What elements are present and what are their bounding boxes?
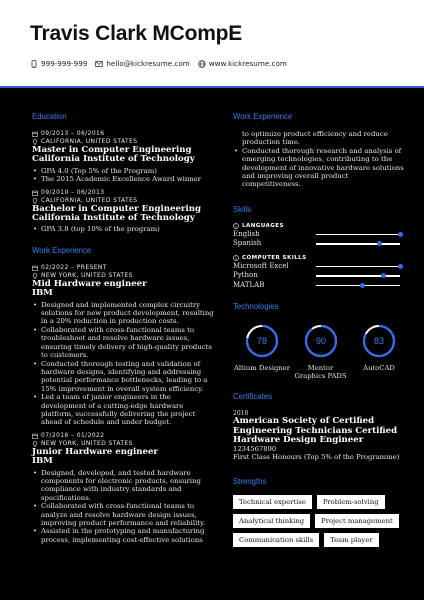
bullet-item: • GPA 3.8 (top 10% of the program): [32, 225, 217, 233]
technology-item: [292, 323, 350, 380]
bullet-list: [32, 167, 217, 184]
entry-location: CALIFORNIA, UNITED STATES: [41, 138, 138, 145]
candidate-name: Travis Clark MCompE: [30, 22, 243, 45]
technology-ring: [361, 323, 397, 359]
strength-chip: Technical expertise: [233, 495, 312, 509]
strength-chip: Communication skills: [233, 533, 319, 547]
work-experience-title: Work Experience: [32, 245, 92, 255]
technology-value: 78: [256, 336, 268, 347]
skills-title: Skills: [233, 204, 252, 214]
technology-value: 83: [373, 336, 385, 347]
website-text: www.kickresume.com: [208, 59, 287, 68]
skill-row: [233, 230, 405, 240]
left-column: [32, 112, 217, 549]
date-row: [32, 432, 217, 440]
skill-bar: [316, 285, 400, 287]
skill-bar: [316, 275, 400, 277]
right-column: [233, 112, 405, 547]
bullet-list: [233, 147, 405, 189]
skill-bar: [316, 266, 400, 268]
bullet-list: [32, 301, 217, 427]
education-title: Education: [32, 112, 67, 121]
entry-location: CALIFORNIA, UNITED STATES: [41, 196, 138, 204]
skill-group-heading-text: LANGUAGES: [242, 222, 284, 229]
technologies-title: Technologies: [233, 302, 279, 312]
bullet-item: • Designed and implemented complex circuitry solutions for new product development, resulting in a 20% reduction in production costs.: [32, 301, 217, 326]
school-name: California Institute of Technology: [32, 213, 195, 224]
calendar-icon: [32, 190, 38, 196]
work-entry: [32, 264, 217, 427]
skill-level-dot: [377, 241, 382, 246]
email-text: hello@kickresume.com: [106, 59, 190, 68]
skill-level-dot: [398, 264, 403, 269]
strength-chip: Analytical thinking: [233, 514, 310, 528]
skill-group-heading: [233, 255, 405, 261]
certificate-number: 1234567890: [233, 444, 277, 453]
company-name: IBM: [32, 288, 53, 299]
certificate-detail: First Class Honours (Top 5% of the Programme): [233, 453, 400, 462]
job-role: Mid Hardware engineer: [32, 278, 147, 289]
bullet-list: [32, 469, 217, 545]
education-entry: [32, 130, 217, 184]
skill-label: Microsoft Excel: [233, 261, 289, 270]
technology-item: [350, 323, 408, 380]
contact-phone[interactable]: [30, 59, 87, 68]
technology-ring: [303, 323, 339, 359]
skill-row: [233, 271, 405, 281]
date-row: [32, 130, 217, 138]
info-icon: [233, 255, 239, 261]
skill-label: Spanish: [233, 239, 262, 248]
contact-email[interactable]: [95, 59, 189, 68]
skill-group-heading-text: COMPUTER SKILLS: [242, 254, 307, 261]
bullet-item: • GPA 4.0 (Top 5% of the Program): [32, 167, 217, 175]
skill-group-languages: [233, 223, 405, 249]
strength-chip: Team player: [324, 533, 378, 547]
date-row: [32, 264, 217, 272]
skill-row: [233, 239, 405, 249]
skill-label: MATLAB: [233, 280, 265, 289]
date-row: [32, 189, 217, 197]
location-pin-icon: [32, 441, 38, 447]
location-pin-icon: [32, 198, 38, 204]
bullet-item: • The 2015 Academic Excellence Award winner: [32, 175, 217, 183]
skill-level-dot: [360, 283, 365, 288]
continued-text: to optimize product efficiency and reduce production time.: [242, 130, 388, 147]
resume-header: [0, 0, 424, 88]
certificate-name: American Society of Certified Engineering Technicians Certified Hardware Design Engineer: [233, 416, 398, 445]
bullet-item: • Collaborated with cross-functional teams to troubleshoot and resolve hardware issues, ensuring timely delivery of high-quality products to customers.: [32, 326, 217, 360]
technologies-row: [233, 323, 408, 380]
info-icon: [233, 223, 239, 229]
bullet-item: • Conducted thorough research and analysis of emerging technologies, contributing to the development of innovative hardware solutions and improving overall product competitiveness.: [233, 147, 405, 189]
skill-group-heading: [233, 223, 405, 229]
skill-row: [233, 281, 405, 291]
strengths-list: [233, 495, 403, 547]
bullet-item: • Assisted in the prototyping and manufacturing process, implementing cost-effective solutions: [32, 527, 217, 544]
certificate-year: 2018: [233, 410, 249, 418]
phone-text: 999-999-999: [41, 59, 88, 68]
contact-bar: [30, 59, 287, 68]
entry-dates: 07/2016 – 01/2022: [41, 431, 105, 439]
skill-bar: [316, 243, 400, 245]
contact-website[interactable]: [198, 59, 287, 68]
job-role: Junior Hardware engineer: [32, 446, 158, 457]
bullet-item: • Collaborated with cross-functional teams to analyze and resolve hardware design issues, improving product performance and reliability.: [32, 502, 217, 527]
work-experience-continued-title: Work Experience: [233, 112, 293, 121]
skill-group-computer: [233, 255, 405, 291]
strengths-title: Strengths: [233, 477, 267, 487]
bullet-list: [32, 225, 217, 233]
skill-label: English: [233, 229, 260, 238]
technology-item: [233, 323, 291, 380]
entry-dates: 09/2010 – 06/2013: [41, 188, 105, 196]
skill-level-dot: [398, 232, 403, 237]
technology-label: Mentor Graphics PADS: [294, 364, 347, 381]
calendar-icon: [32, 265, 38, 271]
skill-label: Python: [233, 271, 258, 280]
skill-level-dot: [381, 273, 386, 278]
strength-chip: Problem-solving: [317, 495, 385, 509]
globe-icon: [198, 60, 206, 68]
location-pin-icon: [32, 273, 38, 279]
entry-dates: 02/2022 – PRESENT: [41, 263, 107, 271]
company-name: IBM: [32, 456, 53, 467]
skill-row: [233, 262, 405, 272]
mail-icon: [95, 60, 103, 68]
entry-location: NEW YORK, UNITED STATES: [41, 271, 133, 279]
technology-ring: [244, 323, 280, 359]
technology-value: 90: [315, 336, 326, 347]
entry-dates: 09/2013 – 06/2016: [41, 130, 105, 137]
education-entry: [32, 189, 217, 234]
skill-bar: [316, 234, 400, 236]
technology-label: Altium Designer: [233, 364, 291, 373]
certificates-title: Certificates: [233, 392, 272, 402]
bullet-item: • Conducted thorough testing and validation of hardware designs, identifying and addressing potential performance bottlenecks, leading to a 15% improvement in overall system efficiency.: [32, 360, 217, 394]
strength-chip: Project management: [315, 514, 399, 528]
calendar-icon: [32, 131, 38, 137]
technology-label: AutoCAD: [363, 364, 395, 373]
degree-title: Bachelor in Computer Engineering: [32, 203, 201, 214]
phone-icon: [30, 60, 38, 68]
work-entry: [32, 432, 217, 544]
bullet-item: • Designed, developed, and tested hardware components for electronic products, ensuring compliance with industry standards and specifications.: [32, 469, 217, 503]
school-name: California Institute of Technology: [32, 154, 195, 165]
degree-title: Master in Computer Engineering: [32, 145, 192, 155]
calendar-icon: [32, 433, 38, 439]
entry-location: NEW YORK, UNITED STATES: [41, 439, 133, 447]
bullet-item: • Led a team of junior engineers in the development of a cutting-edge hardware platform, successfully delivering the project ahead of schedule and under budget.: [32, 393, 217, 427]
